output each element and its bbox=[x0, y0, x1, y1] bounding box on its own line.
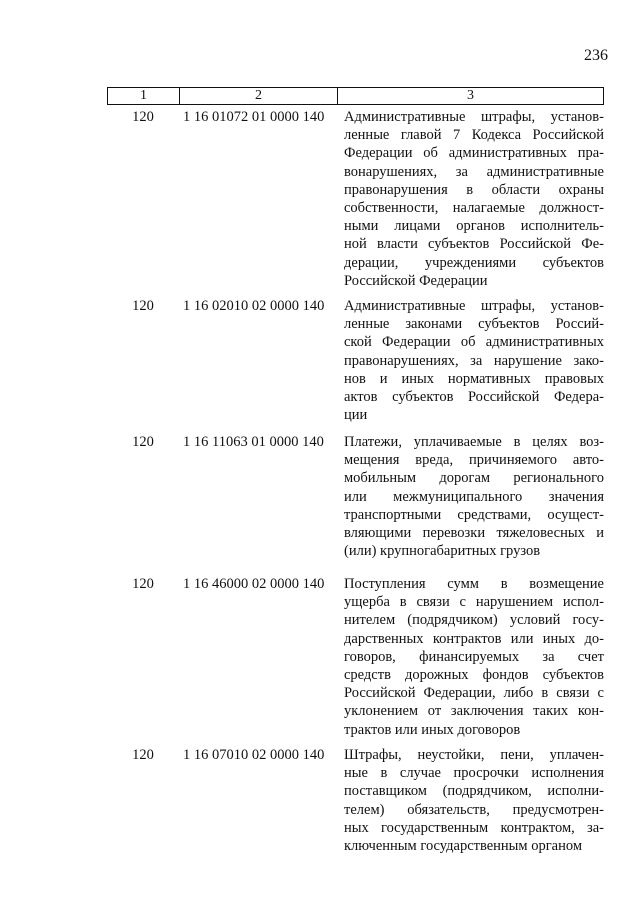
description-line: говоров, финансируемых за счет bbox=[344, 648, 604, 665]
description-line: Российской Федерации, либо в связи с bbox=[344, 685, 604, 702]
description-line: транспортными средствами, осущест- bbox=[344, 506, 604, 523]
table-header bbox=[107, 87, 604, 105]
description-line: Штрафы, неустойки, пени, уплачен- bbox=[344, 747, 604, 763]
description-line: ных государственным контрактом, за- bbox=[344, 819, 604, 836]
row-code: 120 bbox=[132, 298, 154, 314]
description-line: Федерации об административных пра- bbox=[344, 145, 604, 162]
description-line: ными лицами органов исполнитель- bbox=[344, 218, 604, 235]
description-line: собственности, налагаемые должност- bbox=[344, 199, 604, 216]
description-line: мобильным дорогам регионального bbox=[344, 470, 604, 487]
row-kbk-code: 1 16 02010 02 0000 140 bbox=[183, 298, 325, 314]
header-cell-1: 1 bbox=[108, 88, 180, 104]
description-line: ущерба в связи с нарушением испол- bbox=[344, 594, 604, 611]
description-line: или межмуниципального значения bbox=[344, 488, 604, 505]
description-line: нителем (подрядчиком) условий госу- bbox=[344, 612, 604, 629]
description-line: поставщиком (подрядчиком, исполни- bbox=[344, 783, 604, 800]
header-cell-3: 3 bbox=[467, 88, 474, 103]
row-description bbox=[344, 746, 604, 855]
row-kbk-code: 1 16 46000 02 0000 140 bbox=[183, 576, 325, 592]
description-line: дерации, учреждениями субъектов bbox=[344, 254, 604, 271]
description-line: нов и иных нормативных правовых bbox=[344, 370, 604, 387]
description-line: средств дорожных фондов субъектов bbox=[344, 666, 604, 683]
description-line: мещения вреда, причиняемого авто- bbox=[344, 452, 604, 469]
description-line: телем) обязательств, предусмотрен- bbox=[344, 801, 604, 818]
description-line: (или) крупногабаритных грузов bbox=[344, 543, 541, 560]
row-code: 120 bbox=[132, 434, 154, 450]
row-description bbox=[344, 575, 604, 739]
row-code: 120 bbox=[132, 747, 154, 763]
page-number: 236 bbox=[584, 47, 608, 64]
row-kbk-code: 1 16 11063 01 0000 140 bbox=[183, 434, 324, 450]
description-line: ской Федерации об административных bbox=[344, 334, 604, 351]
description-line: ленные главой 7 Кодекса Российской bbox=[344, 127, 604, 144]
row-code: 120 bbox=[132, 576, 154, 592]
description-line: Российской Федерации bbox=[344, 272, 488, 289]
description-line: трактов или иных договоров bbox=[344, 721, 521, 738]
description-line: правонарушения в области охраны bbox=[344, 181, 604, 198]
description-line: уклонением от заключения таких кон- bbox=[344, 703, 604, 720]
description-line: вляющими перевозки тяжеловесных и bbox=[344, 524, 604, 541]
description-line: актов субъектов Российской Федера- bbox=[344, 388, 604, 405]
row-kbk-code: 1 16 01072 01 0000 140 bbox=[183, 109, 325, 125]
description-line: ные в случае просрочки исполнения bbox=[344, 765, 604, 782]
description-line: Административные штрафы, установ- bbox=[344, 109, 604, 125]
description-line: Административные штрафы, установ- bbox=[344, 298, 604, 314]
description-line: ключенным государственным органом bbox=[344, 837, 583, 854]
description-line: ции bbox=[344, 407, 368, 424]
description-line: Платежи, уплачиваемые в целях воз- bbox=[344, 434, 604, 450]
description-line: правонарушениях, за нарушение зако- bbox=[344, 352, 604, 369]
row-description bbox=[344, 433, 604, 560]
description-line: ленные законами субъектов Россий- bbox=[344, 316, 604, 333]
row-kbk-code: 1 16 07010 02 0000 140 bbox=[183, 747, 325, 763]
row-description bbox=[344, 297, 604, 424]
row-code: 120 bbox=[132, 109, 154, 125]
description-line: вонарушениях, за административные bbox=[344, 163, 604, 180]
description-line: дарственных контрактов или иных до- bbox=[344, 630, 604, 647]
header-cell-2: 2 bbox=[180, 88, 338, 104]
row-description bbox=[344, 108, 604, 290]
description-line: ной власти субъектов Российской Фе- bbox=[344, 236, 604, 253]
description-line: Поступления сумм в возмещение bbox=[344, 576, 604, 592]
